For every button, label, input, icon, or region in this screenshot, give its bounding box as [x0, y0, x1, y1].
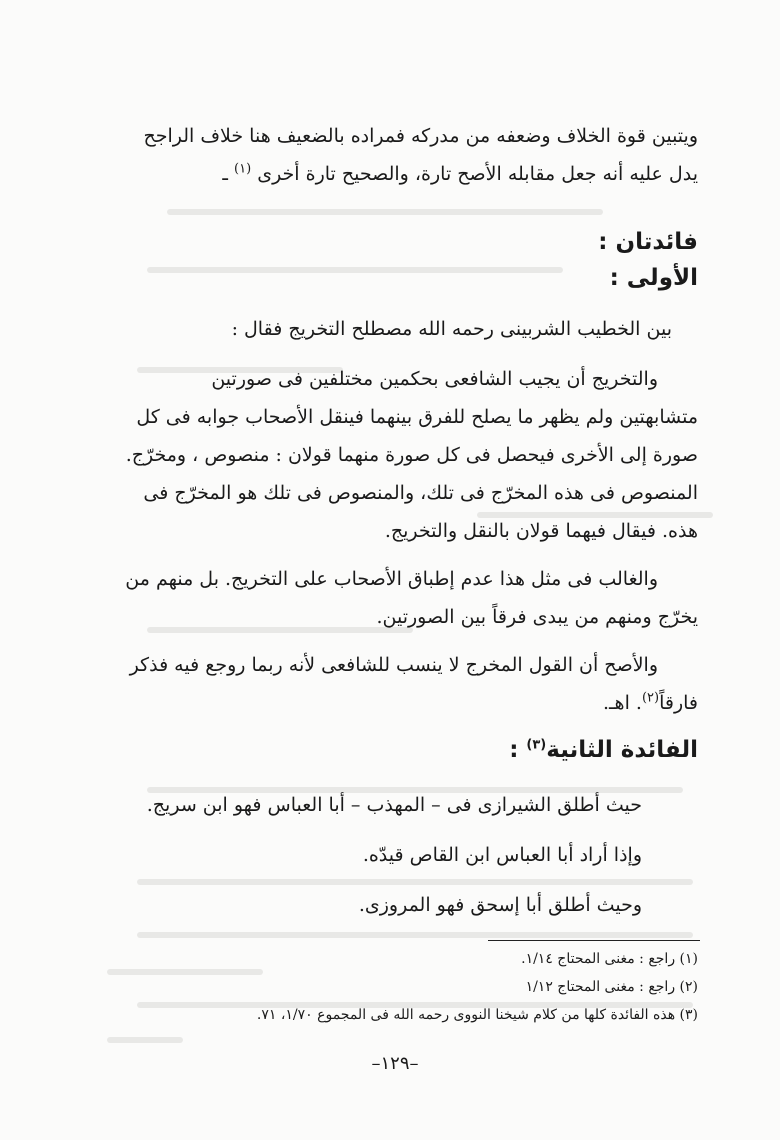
footnote-marker[interactable]: (١) [234, 161, 252, 177]
paragraph-shirazi: حيث أطلق الشيرازى فى – المهذب – أبا العباس فهو ابن سريج. [146, 794, 642, 816]
paragraph-shirbini: بين الخطيب الشربينى رحمه الله مصطلح التخريج فقال : [231, 318, 672, 340]
paragraph-line: يخرّج ومنهم من يبدى فرقاً بين الصورتين. [376, 606, 698, 628]
paragraph-line: هذه. فيقال فيهما قولان بالنقل والتخريج. [384, 520, 698, 542]
footnote-3: (٣) هذه الفائدة كلها من كلام شيخنا النووى رحمه الله فى المجموع ١/٧٠، ٧١. [256, 1007, 698, 1023]
footnote-2: (٢) راجع : مغنى المحتاج ١/١٢ [525, 979, 698, 995]
paragraph-tail: . اهـ. [602, 692, 642, 714]
paragraph-line: المنصوص فى هذه المخرّج فى تلك، والمنصوص فى تلك هو المخرّج فى [143, 482, 698, 504]
paragraph-line: متشابهتين ولم يظهر ما يصلح للفرق بينهما فينقل الأصحاب جوابه فى كل [136, 406, 698, 428]
footnote-marker[interactable]: (٢) [641, 690, 660, 706]
paragraph-line: صورة إلى الأخرى فيحصل فى كل صورة منهما قولان : منصوص ، ومخرّج. [125, 444, 698, 466]
paragraph-text: يدل عليه أنه جعل مقابله الأصح تارة، والصحيح تارة أخرى [257, 163, 698, 185]
paragraph-line: والغالب فى مثل هذا عدم إطباق الأصحاب على التخريج. بل منهم من [125, 568, 658, 590]
paragraph-tail: ـ [222, 163, 235, 185]
paragraph-line [108, 155, 698, 193]
heading-tail: : [509, 737, 527, 763]
paragraph-line [108, 684, 698, 722]
paragraph-line: والتخريج أن يجيب الشافعى بحكمين مختلفين فى صورتين [211, 368, 658, 390]
paragraph-line: ويتبين قوة الخلاف وضعفه من مدركه فمراده بالضعيف هنا خلاف الراجح [143, 125, 698, 147]
paragraph-asah [108, 646, 698, 722]
paragraph-takhrij [108, 360, 698, 550]
paragraph-ghalib [108, 560, 698, 636]
page-number: –١٢٩– [371, 1053, 419, 1074]
paragraph-intro [108, 117, 698, 193]
paragraph-marwazi: وحيث أطلق أبا إسحق فهو المروزى. [358, 894, 642, 916]
section-heading: فائدتان : [598, 229, 698, 255]
footnote-separator [488, 940, 700, 941]
footnote-1: (١) راجع : مغنى المحتاج ١/١٤. [521, 951, 698, 967]
footnote-marker[interactable]: (٣) [526, 737, 547, 753]
subsection-heading-second [378, 730, 698, 770]
heading-text: الفائدة الثانية [546, 737, 698, 763]
paragraph-text: فارقاً [659, 692, 698, 714]
paragraph-ibn-qas: وإذا أراد أبا العباس ابن القاص قيدّه. [362, 844, 642, 866]
paragraph-line: والأصح أن القول المخرج لا ينسب للشافعى لأنه ربما روجع فيه فذكر [129, 654, 658, 676]
subsection-heading: الأولى : [609, 265, 698, 291]
